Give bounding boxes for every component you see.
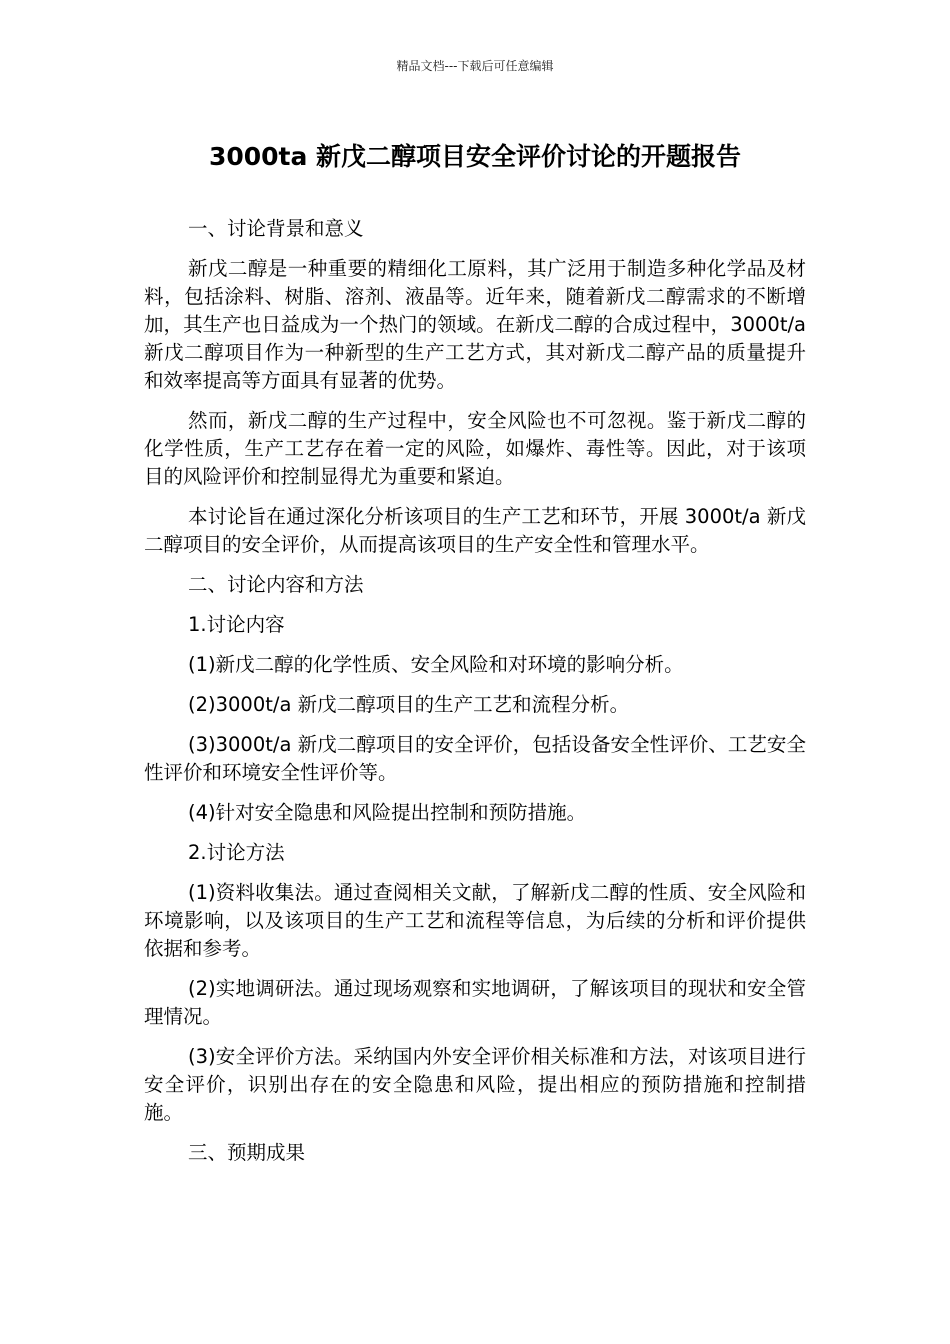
list-item: (2)3000t/a 新戊二醇项目的生产工艺和流程分析。 — [188, 693, 630, 716]
list-item: (2)实地调研法。通过现场观察和实地调研，了解该项目的现状和安全管理情况。 — [144, 977, 806, 1028]
section-heading-expected-results: 三、预期成果 — [188, 1141, 306, 1164]
body-paragraph: 本讨论旨在通过深化分析该项目的生产工艺和环节，开展 3000t/a 新戊二醇项目的安全评价，从而提高该项目的生产安全性和管理水平。 — [144, 505, 806, 556]
list-item: (1)资料收集法。通过查阅相关文献，了解新戊二醇的性质、安全风险和环境影响，以及该项目的生产工艺和流程等信息，为后续的分析和评价提供依据和参考。 — [144, 881, 806, 960]
list-item: (3)安全评价方法。采纳国内外安全评价相关标准和方法，对该项目进行安全评价，识别出存在的安全隐患和风险，提出相应的预防措施和控制措施。 — [144, 1045, 806, 1124]
document-body — [144, 215, 806, 1179]
list-item: (1)新戊二醇的化学性质、安全风险和对环境的影响分析。 — [188, 653, 684, 676]
document-title: 3000ta 新戊二醇项目安全评价讨论的开题报告 — [208, 142, 742, 171]
subsection-heading-content: 1.讨论内容 — [188, 613, 285, 636]
body-paragraph: 新戊二醇是一种重要的精细化工原料，其广泛用于制造多种化学品及材料，包括涂料、树脂、溶剂、液晶等。近年来，随着新戊二醇需求的不断增加，其生产也日益成为一个热门的领域。在新戊二醇的合成过程中，3000t/a 新戊二醇项目作为一种新型的生产工艺方式，其对新戊二醇产品的质量提升和效率提高等方面具有显著的优势。 — [144, 257, 806, 392]
page-header-note: 精品文档---下载后可任意编辑 — [396, 59, 554, 73]
body-paragraph: 然而，新戊二醇的生产过程中，安全风险也不可忽视。鉴于新戊二醇的化学性质，生产工艺存在着一定的风险，如爆炸、毒性等。因此，对于该项目的风险评价和控制显得尤为重要和紧迫。 — [144, 409, 806, 488]
list-item: (4)针对安全隐患和风险提出控制和预防措施。 — [188, 801, 587, 824]
list-item: (3)3000t/a 新戊二醇项目的安全评价，包括设备安全性评价、工艺安全性评价和环境安全性评价等。 — [144, 733, 806, 784]
subsection-heading-methods: 2.讨论方法 — [188, 841, 285, 864]
section-heading-background: 一、讨论背景和意义 — [188, 217, 364, 240]
section-heading-content-methods: 二、讨论内容和方法 — [188, 573, 364, 596]
